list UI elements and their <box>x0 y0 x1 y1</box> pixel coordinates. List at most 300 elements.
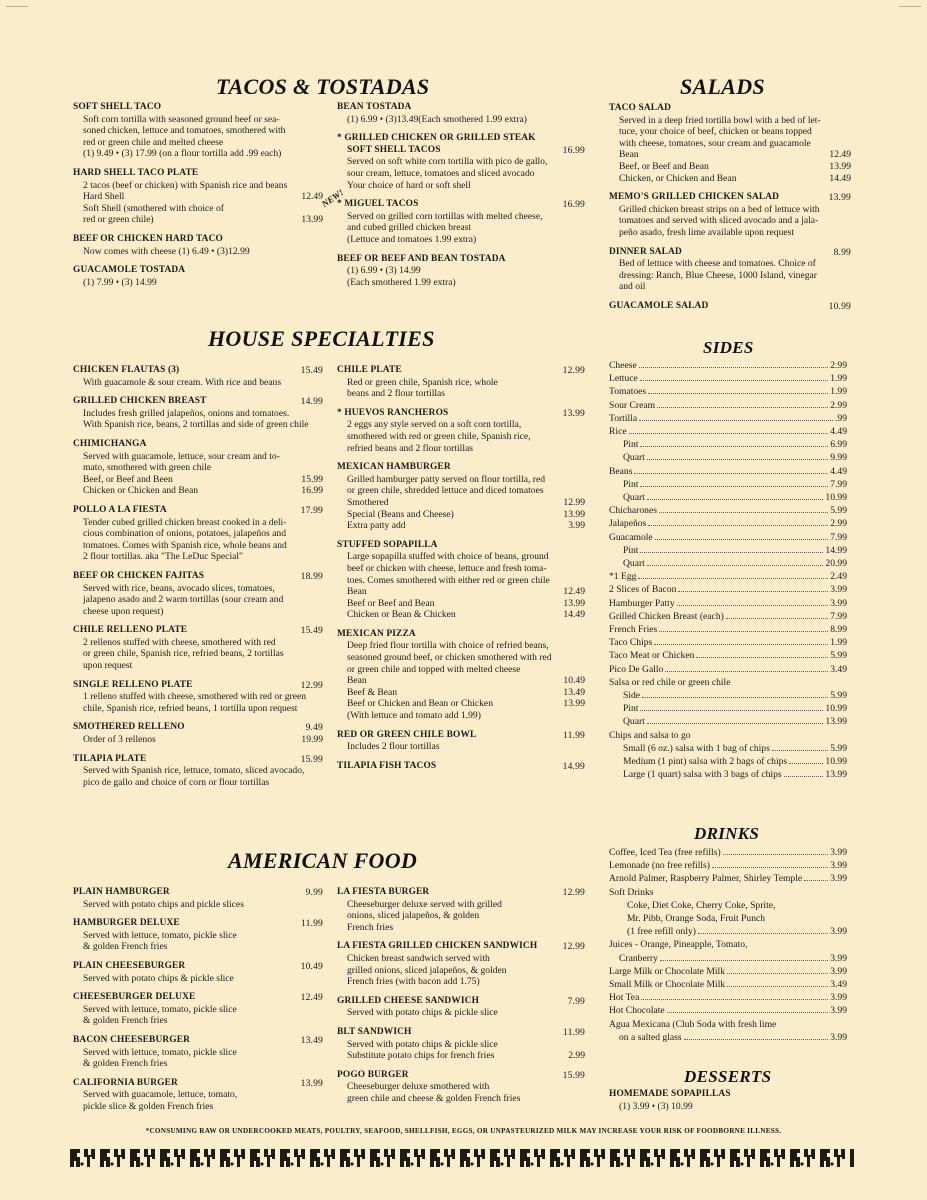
menu-item-name <box>73 102 323 114</box>
drink-item <box>609 872 847 885</box>
dot-leader <box>640 710 823 711</box>
item-price: 12.99 <box>300 679 323 691</box>
option-price: 2.99 <box>568 1050 585 1062</box>
item-description: Includes 2 flour tortillas <box>347 741 440 753</box>
option-price: 14.49 <box>829 172 851 184</box>
item-title: POGO BURGER <box>337 1069 409 1080</box>
dessert-price-line: (1) 3.99 • (3) 10.99 <box>619 1100 693 1112</box>
row-label: on a salted glass <box>619 1031 682 1043</box>
row-price: 5.99 <box>830 690 847 702</box>
item-option <box>609 173 851 185</box>
item-description: Served with rice, beans, avocado slices, tomatoes, <box>83 582 275 594</box>
side-item <box>609 504 847 517</box>
item-title: * GRILLED CHICKEN OR GRILLED STEAK <box>337 133 536 144</box>
decorative-border <box>68 1147 854 1169</box>
row-price: 13.99 <box>825 769 847 781</box>
option-label: Order of 3 rellenos <box>83 734 156 746</box>
row-label: Cheese <box>609 360 637 371</box>
item-title: BLT SANDWICH <box>337 1026 412 1037</box>
corner-mark-right <box>899 6 921 7</box>
dot-leader <box>772 750 828 751</box>
item-option <box>73 191 323 203</box>
item-description: Chicken breast sandwich served with <box>347 952 490 964</box>
drink-item <box>609 859 847 872</box>
item-title: TACO SALAD <box>609 103 672 113</box>
item-price: 9.99 <box>305 887 323 898</box>
item-title: DINNER SALAD <box>609 246 682 257</box>
item-description: Served on soft white corn tortilla with pico de gallo, <box>347 156 548 168</box>
item-description: Served in a deep fried tortilla bowl with a bed of let- <box>619 114 821 126</box>
menu-item <box>337 1070 585 1105</box>
row-label: Sour Cream <box>609 399 656 411</box>
menu-item-name <box>337 730 585 742</box>
dot-leader <box>640 486 828 487</box>
item-description: or green chile and topped with melted cheese <box>347 663 521 675</box>
item-description: chile, Spanish rice, refried beans, 1 tortilla upon request <box>83 702 298 714</box>
menu-item <box>73 722 323 745</box>
item-description: 2 rellenos stuffed with cheese, smothered with red <box>83 636 276 648</box>
item-description: & golden French fries <box>83 1015 168 1027</box>
item-title: GUACAMOLE TOSTADA <box>73 265 186 276</box>
menu-item-name <box>73 918 323 930</box>
side-item <box>609 623 847 636</box>
item-description: (1) 9.49 • (3) 17.99 (on a flour tortilla add .99 each) <box>83 148 282 160</box>
option-label: Bean <box>347 675 367 687</box>
item-description: onions, sliced jalapeños, & golden <box>347 910 480 922</box>
item-option <box>337 509 585 521</box>
menu-item-name <box>609 192 851 204</box>
menu-item-name <box>337 887 585 899</box>
item-title: SOFT SHELL TACO <box>73 102 162 112</box>
option-price: 12.99 <box>563 496 585 508</box>
row-label: Beans <box>609 465 633 477</box>
item-description: Tender cubed grilled chicken breast cooked in a deli- <box>83 516 287 528</box>
menu-item-name <box>73 168 323 180</box>
item-price: 11.99 <box>563 729 585 741</box>
item-description: With guacamole & sour cream. With rice and beans <box>83 376 282 388</box>
item-price: 18.99 <box>300 570 323 582</box>
item-title: BACON CHEESEBURGER <box>73 1034 191 1045</box>
item-description: Your choice of hard or soft shell <box>347 179 471 191</box>
row-label: Lemonade (no free refills) <box>609 860 710 872</box>
item-option <box>337 609 585 621</box>
option-label: (With lettuce and tomato add 1.99) <box>347 710 481 722</box>
side-item <box>609 425 847 438</box>
row-label: *1 Egg <box>609 571 637 583</box>
drink-item <box>609 952 847 965</box>
item-description: Served on grilled corn tortillas with melted cheese, <box>347 210 543 222</box>
house-right-column <box>337 365 585 780</box>
menu-item <box>609 103 851 184</box>
option-label: Chicken, or Chicken and Bean <box>619 172 737 184</box>
salsa-item <box>609 689 847 702</box>
sides-list <box>609 359 847 782</box>
row-label: Pint <box>623 544 639 556</box>
option-price: 13.99 <box>563 597 585 609</box>
item-description: Served with potato chips & pickle slice <box>347 1038 498 1050</box>
menu-item-name <box>337 408 585 420</box>
salsa-item <box>609 715 847 728</box>
item-title: TILAPIA PLATE <box>73 753 147 764</box>
side-item <box>609 610 847 623</box>
dot-leader <box>640 552 823 553</box>
menu-item <box>337 887 585 933</box>
dot-leader <box>804 880 828 881</box>
row-label: Lettuce <box>609 373 638 385</box>
row-label: Large Milk or Chocolate Milk <box>609 965 725 977</box>
option-price: 12.49 <box>563 586 585 598</box>
row-price: 7.99 <box>830 610 847 622</box>
side-item <box>609 438 847 451</box>
item-price: 15.99 <box>300 753 323 765</box>
menu-item <box>337 462 585 532</box>
menu-item-name <box>337 1070 585 1082</box>
item-description: mato, smothered with green chile <box>83 462 212 474</box>
item-option <box>73 203 323 215</box>
item-description: beef or chicken with cheese, lettuce and fresh toma- <box>347 562 547 574</box>
salads-title: SALADS <box>680 74 765 99</box>
row-price: 3.99 <box>830 965 847 977</box>
row-price: 2.49 <box>830 571 847 583</box>
item-description: seasoned ground beef, or chicken smothered with red <box>347 652 552 664</box>
menu-item-name <box>337 254 585 266</box>
menu-item <box>609 247 851 293</box>
row-price: 20.99 <box>825 558 847 570</box>
item-description: Served with guacamole, lettuce, tomato, <box>83 1089 238 1101</box>
drink-line: Agua Mexicana (Club Soda with fresh lime <box>609 1018 777 1030</box>
item-description: tuce, your choice of beef, chicken or beans topped <box>619 126 812 138</box>
item-description: sour cream, lettuce, tomatoes and sliced avocado <box>347 167 535 179</box>
item-title: SMOTHERED RELLENO <box>73 722 185 733</box>
menu-item-name <box>337 1027 585 1039</box>
drink-line: Coke, Diet Coke, Cherry Coke, Sprite, <box>627 899 776 911</box>
item-description: soned chicken, lettuce and tomatoes, smothered with <box>83 125 286 137</box>
item-title: RED OR GREEN CHILE BOWL <box>337 729 477 740</box>
item-price: 8.99 <box>833 246 851 258</box>
option-price: 19.99 <box>301 734 323 746</box>
item-description: refried beans and 2 flour tortillas <box>347 442 474 454</box>
row-price: 9.99 <box>830 452 847 464</box>
menu-item <box>73 992 323 1027</box>
item-description: Grilled chicken breast strips on a bed of lettuce with <box>619 203 820 215</box>
item-title: PLAIN HAMBURGER <box>73 887 170 897</box>
row-price: 5.99 <box>830 742 847 754</box>
row-label: Large (1 quart) salsa with 3 bags of chips <box>623 769 782 781</box>
side-item <box>609 663 847 676</box>
item-option <box>73 734 323 746</box>
item-description: Served with lettuce, tomato, pickle slice <box>83 1046 237 1058</box>
item-description: toes. Comes smothered with either red or green chile <box>347 574 550 586</box>
row-price: 4.49 <box>830 465 847 477</box>
item-description: French fries (with bacon add 1.75) <box>347 976 480 988</box>
option-label: Chicken or Bean & Chicken <box>347 609 456 621</box>
option-label: Bean <box>347 586 367 598</box>
item-price: 16.99 <box>562 199 585 211</box>
row-price: 3.99 <box>830 860 847 872</box>
row-label: Grilled Chicken Breast (each) <box>609 610 724 622</box>
dot-leader <box>647 565 824 566</box>
menu-item <box>609 192 851 238</box>
row-label: 2 Slices of Bacon <box>609 584 677 596</box>
item-title: TILAPIA FISH TACOS <box>337 760 437 771</box>
option-price: 16.99 <box>301 485 323 497</box>
menu-item <box>73 234 323 257</box>
menu-item <box>337 540 585 621</box>
row-price: 3.99 <box>830 847 847 858</box>
row-label: Pint <box>623 439 639 451</box>
menu-item-name <box>73 754 323 766</box>
item-description: cious combination of onions, potatoes, jalapeños and <box>83 528 287 540</box>
item-title: POLLO A LA FIESTA <box>73 504 167 515</box>
menu-item <box>73 571 323 617</box>
side-item <box>609 649 847 662</box>
menu-item <box>337 941 585 987</box>
row-label: Small Milk or Chocolate Milk <box>609 979 726 991</box>
menu-item <box>337 408 585 454</box>
menu-item <box>73 365 323 388</box>
menu-item-name <box>73 625 323 637</box>
option-price: 14.49 <box>563 609 585 621</box>
house-title: HOUSE SPECIALTIES <box>208 326 435 351</box>
dot-leader <box>784 776 824 777</box>
row-label: Pico De Gallo <box>609 663 664 675</box>
dot-leader <box>659 512 828 513</box>
menu-item <box>73 1035 323 1070</box>
item-description: 2 eggs any style served on a soft corn tortilla, <box>347 419 522 431</box>
row-label: Quart <box>623 716 645 728</box>
item-option <box>609 161 851 173</box>
item-title: * HUEVOS RANCHEROS <box>337 407 449 418</box>
item-title: HARD SHELL TACO PLATE <box>73 167 199 178</box>
menu-item-name <box>73 396 323 408</box>
row-price: 4.49 <box>830 426 847 438</box>
menu-item <box>337 761 585 773</box>
side-item <box>609 636 847 649</box>
row-label: Taco Meat or Chicken <box>609 650 695 662</box>
menu-item-name <box>73 365 323 377</box>
item-description: Bed of lettuce with cheese and tomatoes. Choice of <box>619 258 816 270</box>
row-label: Hot Chocolate <box>609 1005 665 1017</box>
item-price: 11.99 <box>301 918 323 930</box>
item-price: 12.99 <box>562 887 585 898</box>
item-description: pickle slice & golden French fries <box>83 1100 214 1112</box>
row-price: 3.99 <box>830 873 847 885</box>
row-label: Jalapeños <box>609 518 647 530</box>
drink-item <box>609 1031 847 1044</box>
dessert-name: HOMEMADE SOPAPILLAS <box>609 1089 731 1099</box>
item-description: (1) 7.99 • (3) 14.99 <box>83 276 157 288</box>
dot-leader <box>659 631 828 632</box>
item-title: MEXICAN PIZZA <box>337 628 416 639</box>
foodborne-disclaimer: *CONSUMING RAW OR UNDERCOOKED MEATS, POULTRY, SEAFOOD, SHELLFISH, EGGS, OR UNPASTEURIZED MILK MAY INCREASE YOUR RISK OF FOODBORNE ILLNESS. <box>145 1127 782 1135</box>
row-price: 1.99 <box>830 637 847 649</box>
side-item <box>609 478 847 491</box>
row-label: Small (6 oz.) salsa with 1 bag of chips <box>623 742 770 754</box>
row-label: Taco Chips <box>609 637 653 649</box>
item-description: (Lettuce and tomatoes 1.99 extra) <box>347 233 477 245</box>
menu-item <box>73 505 323 563</box>
row-label: Tomatoes <box>609 386 647 398</box>
dot-leader <box>727 973 828 974</box>
item-description: Served with potato chips & pickle slice <box>83 972 234 984</box>
option-price: 13.99 <box>301 214 323 226</box>
desserts-title: DESSERTS <box>684 1067 772 1086</box>
item-title: CHILE RELLENO PLATE <box>73 625 188 636</box>
item-description: 2 flour tortillas. aka "The LeDuc Special" <box>83 551 243 563</box>
dot-leader <box>641 999 828 1000</box>
row-price: 2.99 <box>830 360 847 371</box>
tacos-left-column <box>73 102 323 296</box>
item-title: MEXICAN HAMBURGER <box>337 462 451 473</box>
item-title: BEEF OR CHICKEN FAJITAS <box>73 570 205 581</box>
row-price: 10.99 <box>825 492 847 504</box>
item-price: 14.99 <box>562 760 585 772</box>
menu-item-name <box>337 540 585 552</box>
item-price: 10.99 <box>828 300 851 312</box>
dot-leader <box>648 393 828 394</box>
row-price: 1.99 <box>830 386 847 398</box>
dot-leader <box>654 644 828 645</box>
item-price: 13.99 <box>828 192 851 204</box>
menu-item <box>73 439 323 497</box>
option-price: 12.49 <box>829 149 851 161</box>
item-description: Now comes with cheese (1) 6.49 • (3)12.99 <box>83 245 250 257</box>
item-description: Served with Spanish rice, lettuce, tomato, sliced avocado, <box>83 765 305 777</box>
option-price: 12.49 <box>301 191 323 203</box>
option-label: Hard Shell <box>83 191 125 203</box>
drink-item <box>609 991 847 1004</box>
option-price: 13.99 <box>563 508 585 520</box>
item-description: upon request <box>83 660 133 672</box>
option-label: Beef, or Beef and Bean <box>619 160 709 172</box>
item-price: 16.99 <box>562 144 585 156</box>
item-description: jalapeno asado and 2 warm tortillas (sour cream and <box>83 594 284 606</box>
menu-item-subtitle <box>337 145 585 157</box>
option-price: 15.99 <box>301 473 323 485</box>
option-label: Soft Shell (smothered with choice of <box>83 202 224 214</box>
drink-item <box>609 978 847 991</box>
menu-item <box>73 396 323 431</box>
menu-item-name <box>73 439 323 451</box>
item-title: MEMO'S GRILLED CHICKEN SALAD <box>609 192 780 203</box>
option-label: Special (Beans and Cheese) <box>347 508 454 520</box>
row-price: 1.99 <box>830 373 847 385</box>
dot-leader <box>657 407 828 408</box>
item-title: STUFFED SOPAPILLA <box>337 539 438 550</box>
item-option <box>73 474 323 486</box>
tacos-title: TACOS & TOSTADAS <box>216 74 430 99</box>
menu-item-name <box>337 941 585 953</box>
dot-leader <box>640 446 828 447</box>
item-title: LA FIESTA GRILLED CHICKEN SANDWICH <box>337 941 538 952</box>
drink-item <box>609 965 847 978</box>
row-price: 10.99 <box>825 756 847 768</box>
option-label: Substitute potato chips for french fries <box>347 1050 495 1062</box>
item-title: BEAN TOSTADA <box>337 102 412 112</box>
item-title: CHILE PLATE <box>337 365 402 375</box>
drink-line: Mr. Pibb, Orange Soda, Fruit Punch <box>627 913 766 925</box>
menu-item <box>73 1078 323 1113</box>
row-label: Chicharones <box>609 505 657 517</box>
item-option <box>337 687 585 699</box>
option-label: Chicken or Chicken and Bean <box>83 485 199 497</box>
item-title: GUACAMOLE SALAD <box>609 300 709 311</box>
new-badge: NEW! <box>319 187 346 210</box>
menu-item-name <box>609 103 851 115</box>
drink-item <box>609 1004 847 1017</box>
option-label: Beef or Beef and Bean <box>347 597 435 609</box>
drinks-list <box>609 846 847 1044</box>
side-item <box>609 491 847 504</box>
option-label: Beef or Chicken and Bean or Chicken <box>347 698 493 710</box>
menu-item-name <box>73 680 323 692</box>
side-item <box>609 399 847 412</box>
item-description: 1 relleno stuffed with cheese, smothered with red or green <box>83 691 307 703</box>
item-option <box>73 214 323 226</box>
item-description: Served with potato chips and pickle slices <box>83 898 244 910</box>
chips-item <box>609 755 847 768</box>
item-description: Served with potato chips & pickle slice <box>347 1007 498 1019</box>
item-description: tomatoes and served with sliced avocado and a jala- <box>619 215 819 227</box>
dot-leader <box>712 867 828 868</box>
row-label: Pint <box>623 478 639 490</box>
row-price: 14.99 <box>825 544 847 556</box>
menu-item-name <box>73 505 323 517</box>
row-price: 8.99 <box>830 624 847 636</box>
side-item <box>609 517 847 530</box>
dot-leader <box>639 420 833 421</box>
row-price: 5.99 <box>830 650 847 662</box>
item-description: grilled onions, sliced jalapeños, & golden <box>347 964 507 976</box>
side-item <box>609 597 847 610</box>
item-description: green chile and cheese & golden French fries <box>347 1092 521 1104</box>
item-price: 11.99 <box>563 1026 585 1038</box>
side-item <box>609 451 847 464</box>
menu-item <box>73 680 323 715</box>
dot-leader <box>667 1012 829 1013</box>
item-description: (Each smothered 1.99 extra) <box>347 276 456 288</box>
salads-column <box>609 103 851 321</box>
drink-item <box>609 925 847 938</box>
item-title: CHEESEBURGER DELUXE <box>73 992 196 1003</box>
item-description: pico de gallo and choice of corn or flour tortillas <box>83 776 270 788</box>
menu-item-name <box>609 301 851 313</box>
side-item <box>609 412 847 425</box>
row-price: 3.99 <box>830 926 847 938</box>
row-price: 3.49 <box>830 663 847 675</box>
item-price: 13.99 <box>300 1077 323 1089</box>
item-title: CHICKEN FLAUTAS (3) <box>73 365 180 375</box>
item-description: or green chile, Spanish rice, refried beans, 2 tortillas <box>83 648 284 660</box>
row-label: French Fries <box>609 624 658 636</box>
desserts-block <box>609 1089 851 1112</box>
row-price: 13.99 <box>825 716 847 728</box>
menu-item-name <box>73 722 323 734</box>
menu-item <box>73 168 323 226</box>
row-price: 3.99 <box>830 1005 847 1017</box>
option-label: Smothered <box>347 496 389 508</box>
dot-leader <box>629 433 829 434</box>
row-label: Medium (1 pint) salsa with 2 bags of chips <box>623 756 788 768</box>
menu-item-name <box>337 102 585 114</box>
item-description: dressing: Ranch, Blue Cheese, 1000 Island, vinegar <box>619 269 817 281</box>
item-price: 14.99 <box>300 396 323 408</box>
side-item <box>609 372 847 385</box>
row-price: 7.99 <box>830 478 847 490</box>
item-description: peño asado, fresh lime available upon request <box>619 226 795 238</box>
item-description: Red or green chile, Spanish rice, whole <box>347 376 498 388</box>
row-price: 3.99 <box>830 1031 847 1043</box>
